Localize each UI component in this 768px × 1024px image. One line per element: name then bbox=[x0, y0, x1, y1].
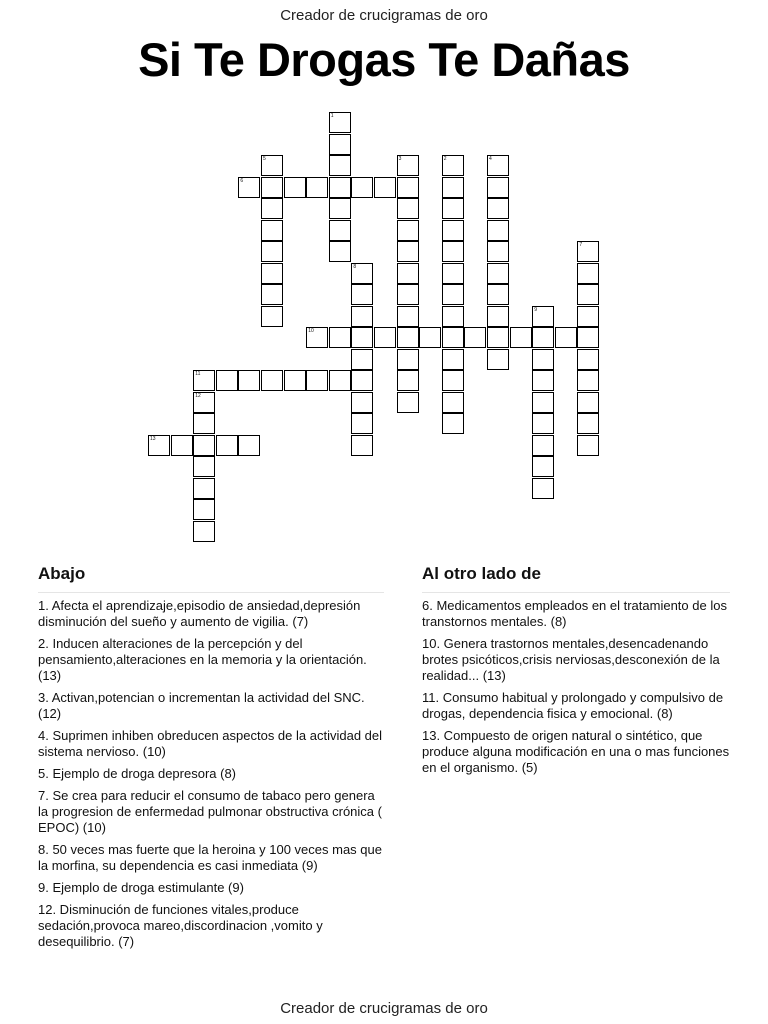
crossword-cell[interactable] bbox=[442, 177, 464, 198]
crossword-cell[interactable] bbox=[306, 327, 328, 348]
down-clue: 4. Suprimen inhiben obreducen aspectos de la actividad del sistema nervioso. (10) bbox=[38, 728, 383, 759]
crossword-cell[interactable] bbox=[216, 370, 238, 391]
crossword-cell[interactable] bbox=[193, 456, 215, 477]
crossword-cell[interactable] bbox=[532, 349, 554, 370]
crossword-cell[interactable] bbox=[148, 435, 170, 456]
crossword-cell[interactable] bbox=[510, 327, 532, 348]
crossword-cell[interactable] bbox=[238, 370, 260, 391]
clue-number: 6 bbox=[240, 177, 244, 184]
down-heading: Abajo bbox=[38, 564, 86, 583]
crossword-cell[interactable] bbox=[261, 370, 283, 391]
crossword-cell[interactable] bbox=[238, 435, 260, 456]
across-heading: Al otro lado de bbox=[422, 564, 541, 583]
crossword-cell[interactable] bbox=[261, 306, 283, 327]
crossword-cell[interactable] bbox=[487, 198, 509, 219]
crossword-cell[interactable] bbox=[577, 413, 599, 434]
crossword-cell[interactable] bbox=[261, 155, 283, 176]
down-clue: 3. Activan,potencian o incrementan la actividad del SNC. (12) bbox=[38, 690, 365, 721]
crossword-cell[interactable] bbox=[532, 306, 554, 327]
crossword-cell[interactable] bbox=[577, 284, 599, 305]
crossword-cell[interactable] bbox=[442, 220, 464, 241]
crossword-cell[interactable] bbox=[532, 413, 554, 434]
crossword-cell[interactable] bbox=[329, 134, 351, 155]
page-footer: Creador de crucigramas de oro bbox=[280, 1000, 488, 1017]
clue-number: 11 bbox=[195, 371, 201, 377]
crossword-cell[interactable] bbox=[487, 349, 509, 370]
crossword-cell[interactable] bbox=[577, 263, 599, 284]
across-clue: 11. Consumo habitual y prolongado y compulsivo de drogas, dependencia fisica y emocional. (8) bbox=[422, 690, 724, 721]
clue-number: 7 bbox=[579, 242, 583, 248]
crossword-cell[interactable] bbox=[238, 177, 260, 198]
crossword-cell[interactable] bbox=[171, 435, 193, 456]
crossword-cell[interactable] bbox=[193, 413, 215, 434]
down-clue: 9. Ejemplo de droga estimulante (9) bbox=[38, 880, 244, 895]
crossword-cell[interactable] bbox=[555, 327, 577, 348]
crossword-cell[interactable] bbox=[487, 241, 509, 262]
crossword-cell[interactable] bbox=[193, 478, 215, 499]
clue-number: 13 bbox=[150, 435, 156, 442]
crossword-cell[interactable] bbox=[397, 220, 419, 241]
clue-number: 4 bbox=[489, 156, 492, 162]
crossword-cell[interactable] bbox=[351, 392, 373, 413]
crossword-cell[interactable] bbox=[261, 284, 283, 305]
crossword-cell[interactable] bbox=[487, 306, 509, 327]
crossword-cell[interactable] bbox=[487, 155, 509, 176]
crossword-cell[interactable] bbox=[374, 327, 396, 348]
crossword-cell[interactable] bbox=[577, 349, 599, 370]
crossword-cell[interactable] bbox=[442, 155, 464, 176]
crossword-cell[interactable] bbox=[577, 306, 599, 327]
crossword-cell[interactable] bbox=[329, 155, 351, 176]
crossword-cell[interactable] bbox=[442, 263, 464, 284]
crossword-cell[interactable] bbox=[532, 435, 554, 456]
crossword-cell[interactable] bbox=[442, 370, 464, 391]
crossword-cell[interactable] bbox=[487, 263, 509, 284]
crossword-cell[interactable] bbox=[442, 241, 464, 262]
crossword-cell[interactable] bbox=[329, 220, 351, 241]
down-clue: 1. Afecta el aprendizaje,episodio de ansiedad,depresión disminución del sueño y aumento de vigilia. (7) bbox=[38, 598, 361, 629]
crossword-cell[interactable] bbox=[397, 306, 419, 327]
down-clue: 12. Disminución de funciones vitales,produce sedación,provoca mareo,discordinacion ,vomito y desequilibrio. (7) bbox=[38, 902, 323, 949]
crossword-cell[interactable] bbox=[442, 198, 464, 219]
crossword-cell[interactable] bbox=[329, 370, 351, 391]
crossword-cell[interactable] bbox=[351, 435, 373, 456]
crossword-cell[interactable] bbox=[577, 241, 599, 262]
crossword-cell[interactable] bbox=[397, 155, 419, 176]
crossword-cell[interactable] bbox=[351, 327, 373, 348]
crossword-cell[interactable] bbox=[351, 349, 373, 370]
clue-number: 5 bbox=[263, 156, 266, 162]
clue-number: 9 bbox=[534, 306, 537, 313]
page-title: Si Te Drogas Te Dañas bbox=[138, 33, 630, 86]
crossword-cell[interactable] bbox=[397, 370, 419, 391]
crossword-cell[interactable] bbox=[487, 284, 509, 305]
crossword-cell[interactable] bbox=[577, 392, 599, 413]
crossword-cell[interactable] bbox=[261, 220, 283, 241]
crossword-cell[interactable] bbox=[397, 198, 419, 219]
crossword-cell[interactable] bbox=[329, 327, 351, 348]
crossword-cell[interactable] bbox=[329, 241, 351, 262]
crossword-cell[interactable] bbox=[351, 306, 373, 327]
crossword-cell[interactable] bbox=[193, 392, 215, 413]
down-clue: 2. Inducen alteraciones de la percepción y del pensamiento,alteraciones en la memoria y la orientación. (13) bbox=[38, 636, 367, 683]
crossword-cell[interactable] bbox=[216, 435, 238, 456]
crossword-cell[interactable] bbox=[397, 349, 419, 370]
crossword-cell[interactable] bbox=[193, 370, 215, 391]
crossword-cell[interactable] bbox=[487, 327, 509, 348]
down-clue: 8. 50 veces mas fuerte que la heroina y 100 veces mas que la morfina, su dependencia es casi inmediata (9) bbox=[38, 842, 382, 873]
crossword-cell[interactable] bbox=[261, 177, 283, 198]
crossword-cell[interactable] bbox=[397, 392, 419, 413]
clue-number: 10 bbox=[308, 328, 314, 334]
crossword-cell[interactable] bbox=[351, 413, 373, 434]
across-clue-list bbox=[422, 598, 730, 782]
across-clue: 10. Genera trastornos mentales,desencadenando brotes psicóticos,crisis nerviosas,desconexión de la realidad... (13) bbox=[422, 636, 720, 683]
crossword-cell[interactable] bbox=[193, 499, 215, 520]
down-clue-list bbox=[38, 598, 384, 956]
across-clue: 13. Compuesto de origen natural o sintético, que produce alguna modificación en una o mas funciones en el organismo. (5) bbox=[422, 728, 730, 775]
crossword-cell[interactable] bbox=[261, 263, 283, 284]
crossword-cell[interactable] bbox=[532, 456, 554, 477]
crossword-cell[interactable] bbox=[329, 112, 351, 133]
crossword-cell[interactable] bbox=[577, 435, 599, 456]
down-rule bbox=[38, 592, 384, 593]
crossword-cell[interactable] bbox=[351, 263, 373, 284]
crossword-cell[interactable] bbox=[464, 327, 486, 348]
crossword-cell[interactable] bbox=[351, 284, 373, 305]
crossword-cell[interactable] bbox=[329, 177, 351, 198]
crossword-cell[interactable] bbox=[374, 177, 396, 198]
across-rule bbox=[422, 592, 730, 593]
crossword-cell[interactable] bbox=[397, 241, 419, 262]
crossword-cell[interactable] bbox=[442, 306, 464, 327]
crossword-cell[interactable] bbox=[487, 220, 509, 241]
crossword-cell[interactable] bbox=[261, 241, 283, 262]
crossword-cell[interactable] bbox=[397, 284, 419, 305]
crossword-cell[interactable] bbox=[306, 370, 328, 391]
crossword-cell[interactable] bbox=[351, 177, 373, 198]
crossword-cell[interactable] bbox=[397, 177, 419, 198]
crossword-cell[interactable] bbox=[306, 177, 328, 198]
crossword-cell[interactable] bbox=[261, 198, 283, 219]
crossword-cell[interactable] bbox=[284, 177, 306, 198]
clue-number: 12 bbox=[195, 392, 201, 399]
down-clue: 5. Ejemplo de droga depresora (8) bbox=[38, 766, 237, 781]
page-header: Creador de crucigramas de oro bbox=[280, 7, 488, 24]
crossword-cell[interactable] bbox=[487, 177, 509, 198]
crossword-cell[interactable] bbox=[442, 413, 464, 434]
crossword-cell[interactable] bbox=[532, 370, 554, 391]
down-clue: 7. Se crea para reducir el consumo de tabaco pero genera la progresion de enfermedad pulmonar obstructiva crónica ( EPOC) (10) bbox=[38, 788, 382, 835]
crossword-cell[interactable] bbox=[442, 284, 464, 305]
crossword-cell[interactable] bbox=[577, 370, 599, 391]
crossword-cell[interactable] bbox=[193, 435, 215, 456]
crossword-cell[interactable] bbox=[532, 478, 554, 499]
clue-number: 3 bbox=[398, 156, 402, 162]
crossword-cell[interactable] bbox=[397, 327, 419, 348]
crossword-cell[interactable] bbox=[442, 392, 464, 413]
crossword-cell[interactable] bbox=[577, 327, 599, 348]
crossword-cell[interactable] bbox=[419, 327, 441, 348]
clue-number: 1 bbox=[330, 113, 334, 119]
crossword-cell[interactable] bbox=[442, 327, 464, 348]
clue-number: 8 bbox=[353, 263, 357, 270]
crossword-cell[interactable] bbox=[193, 521, 215, 542]
crossword-cell[interactable] bbox=[442, 349, 464, 370]
crossword-cell[interactable] bbox=[351, 370, 373, 391]
crossword-cell[interactable] bbox=[532, 392, 554, 413]
crossword-cell[interactable] bbox=[329, 198, 351, 219]
crossword-cell[interactable] bbox=[532, 327, 554, 348]
across-clue: 6. Medicamentos empleados en el tratamiento de los transtornos mentales. (8) bbox=[422, 598, 727, 629]
crossword-cell[interactable] bbox=[397, 263, 419, 284]
crossword-cell[interactable] bbox=[284, 370, 306, 391]
clue-number: 2 bbox=[443, 156, 447, 162]
